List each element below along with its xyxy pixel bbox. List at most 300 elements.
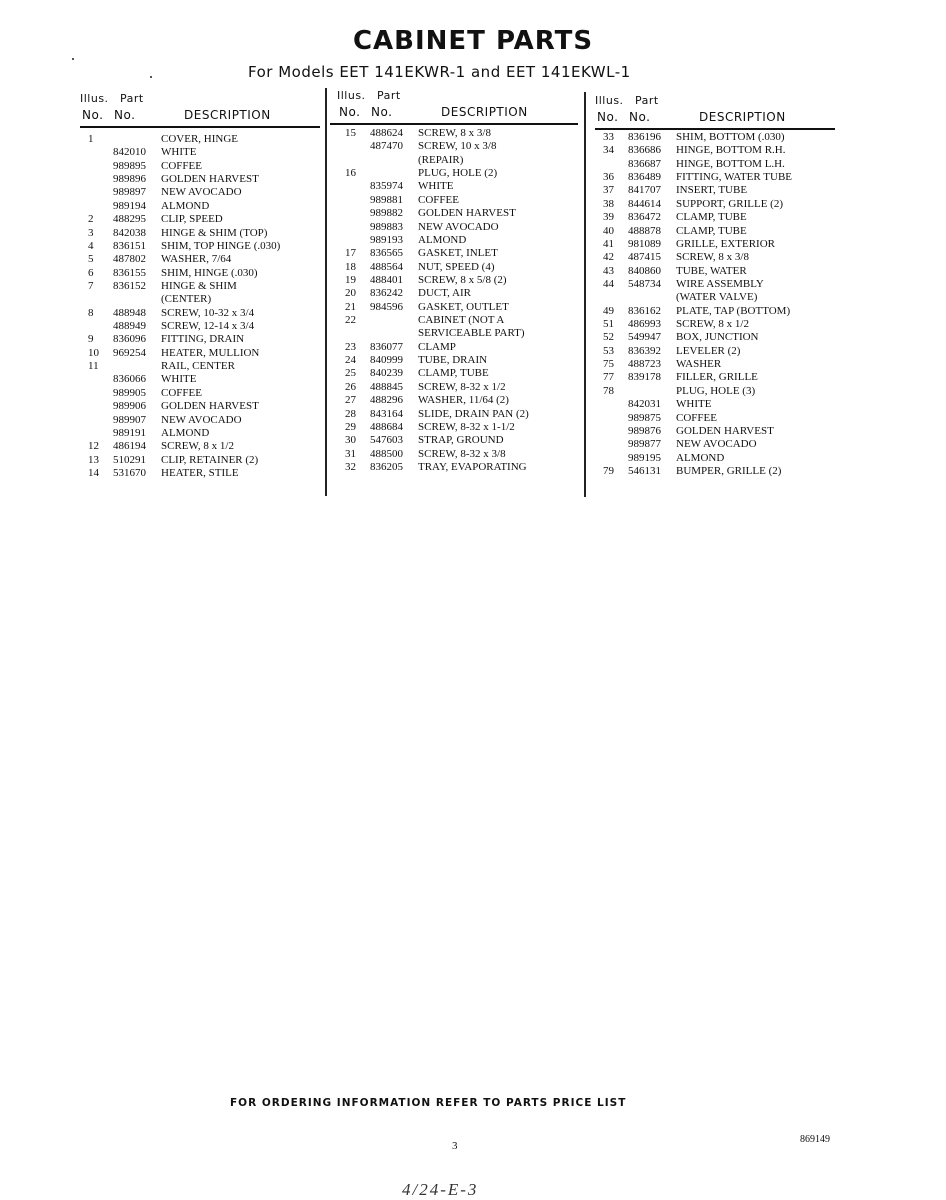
illus-number: 27	[345, 394, 356, 407]
header-part-no: No.	[114, 108, 136, 122]
part-description: HINGE & SHIM (TOP)	[161, 226, 268, 239]
part-description: ALMOND	[676, 451, 725, 464]
table-row	[88, 467, 328, 480]
table-row	[603, 238, 843, 251]
part-number: 989906	[113, 400, 146, 413]
part-description: SCREW, 10-32 x 3/4	[161, 306, 255, 319]
table-row	[88, 200, 328, 213]
illus-number: 29	[345, 420, 356, 433]
part-number: 989194	[113, 199, 146, 212]
illus-number: 24	[345, 354, 356, 367]
speck	[150, 76, 152, 78]
part-description: BOX, JUNCTION	[676, 331, 759, 344]
header-no: No.	[82, 108, 104, 122]
illus-number: 16	[345, 167, 356, 180]
part-description: CLIP, RETAINER (2)	[161, 453, 259, 466]
part-number: 835974	[370, 180, 403, 193]
illus-number: 79	[603, 464, 614, 477]
header-part-no: No.	[629, 110, 651, 124]
illus-number: 19	[345, 273, 356, 286]
header-description: DESCRIPTION	[184, 108, 271, 122]
table-row	[345, 274, 585, 287]
part-description: SCREW, 12-14 x 3/4	[161, 320, 255, 333]
part-number: 487415	[628, 251, 661, 264]
table-row	[345, 167, 585, 180]
illus-number: 26	[345, 380, 356, 393]
illus-number: 32	[345, 460, 356, 473]
part-number: 989877	[628, 438, 661, 451]
part-description: FITTING, DRAIN	[161, 333, 245, 346]
part-number: 488295	[113, 213, 146, 226]
part-description: HEATER, STILE	[161, 466, 239, 479]
table-row	[603, 412, 843, 425]
part-description: COFFEE	[418, 193, 459, 206]
table-row	[88, 347, 328, 360]
illus-number: 13	[88, 453, 99, 466]
table-row	[345, 354, 585, 367]
illus-number: 2	[88, 213, 94, 226]
illus-number: 3	[88, 226, 94, 239]
illus-number: 78	[603, 384, 614, 397]
speck	[72, 58, 74, 60]
table-row	[345, 341, 585, 354]
part-description: PLATE, TAP (BOTTOM)	[676, 304, 791, 317]
part-number: 842031	[628, 398, 661, 411]
part-number: 548734	[628, 277, 661, 290]
header-no: No.	[339, 105, 361, 119]
part-description: WASHER, 11/64 (2)	[418, 394, 509, 407]
part-description: DUCT, AIR	[418, 287, 471, 300]
table-row	[88, 280, 328, 293]
part-description: HEATER, MULLION	[161, 346, 260, 359]
part-description: COFFEE	[676, 411, 717, 424]
table-row	[345, 261, 585, 274]
table-row	[88, 454, 328, 467]
part-number: 841707	[628, 184, 661, 197]
table-row	[603, 211, 843, 224]
part-description: TRAY, EVAPORATING	[418, 460, 527, 473]
illus-number: 7	[88, 279, 94, 292]
part-description: WASHER	[676, 358, 722, 371]
table-row	[345, 327, 585, 340]
part-number: 488564	[370, 260, 403, 273]
illus-number: 6	[88, 266, 94, 279]
part-number: 836196	[628, 131, 661, 143]
table-row	[603, 358, 843, 371]
part-number: 842038	[113, 226, 146, 239]
page-number: 3	[452, 1140, 458, 1152]
table-row	[345, 154, 585, 167]
header-rule	[595, 128, 835, 130]
table-row	[603, 425, 843, 438]
part-description: HINGE, BOTTOM L.H.	[676, 157, 785, 170]
part-description: COFFEE	[161, 386, 202, 399]
part-description: COFFEE	[161, 159, 202, 172]
part-description: GOLDEN HARVEST	[161, 173, 259, 186]
header-part-no: No.	[371, 105, 393, 119]
part-description: WHITE	[676, 398, 712, 411]
part-number: 488500	[370, 447, 403, 460]
part-description: SLIDE, DRAIN PAN (2)	[418, 407, 529, 420]
header-illus: Illus.	[80, 92, 109, 105]
table-row	[603, 265, 843, 278]
illus-number: 53	[603, 344, 614, 357]
part-description: NUT, SPEED (4)	[418, 260, 495, 273]
part-description: WIRE ASSEMBLY	[676, 277, 764, 290]
table-row	[345, 194, 585, 207]
part-number: 836151	[113, 239, 146, 252]
part-number: 488878	[628, 224, 661, 237]
header-part: Part	[120, 92, 144, 105]
part-number: 839178	[628, 371, 661, 384]
table-row	[603, 158, 843, 171]
part-description: SHIM, BOTTOM (.030)	[676, 131, 785, 143]
table-row	[603, 251, 843, 264]
table-row	[88, 293, 328, 306]
table-row	[345, 394, 585, 407]
part-description: SCREW, 8 x 1/2	[161, 440, 234, 453]
table-row	[345, 221, 585, 234]
table-row	[88, 227, 328, 240]
part-number: 547603	[370, 434, 403, 447]
part-description: RAIL, CENTER	[161, 360, 235, 373]
part-description: HINGE, BOTTOM R.H.	[676, 144, 786, 157]
part-number: 989905	[113, 386, 146, 399]
table-row	[88, 440, 328, 453]
illus-number: 75	[603, 358, 614, 371]
part-description: NEW AVOCADO	[161, 413, 242, 426]
part-description: CLIP, SPEED	[161, 213, 223, 226]
part-number: 487470	[370, 140, 403, 153]
part-description: BUMPER, GRILLE (2)	[676, 464, 782, 477]
table-row	[345, 140, 585, 153]
table-row	[603, 225, 843, 238]
table-row	[345, 421, 585, 434]
part-number: 836066	[113, 373, 146, 386]
part-number: 844614	[628, 197, 661, 210]
header-part: Part	[377, 89, 401, 102]
table-row	[88, 400, 328, 413]
illus-number: 15	[345, 127, 356, 139]
part-description: INSERT, TUBE	[676, 184, 748, 197]
illus-number: 20	[345, 287, 356, 300]
part-description: WHITE	[161, 373, 197, 386]
part-number: 488684	[370, 420, 403, 433]
part-number: 836152	[113, 279, 146, 292]
illus-number: 31	[345, 447, 356, 460]
table-row	[603, 438, 843, 451]
illus-number: 38	[603, 197, 614, 210]
part-description: PLUG, HOLE (2)	[418, 167, 498, 180]
part-description: CLAMP	[418, 340, 456, 353]
table-row	[345, 207, 585, 220]
illus-number: 5	[88, 253, 94, 266]
table-row	[603, 465, 843, 478]
part-description: GOLDEN HARVEST	[161, 400, 259, 413]
part-description: GASKET, OUTLET	[418, 300, 509, 313]
part-number: 989191	[113, 426, 146, 439]
table-row	[603, 452, 843, 465]
part-description: ALMOND	[161, 199, 210, 212]
table-row	[88, 414, 328, 427]
part-number: 840860	[628, 264, 661, 277]
part-number: 836687	[628, 157, 661, 170]
part-number: 840999	[370, 354, 403, 367]
part-number: 989882	[370, 207, 403, 220]
table-row	[88, 173, 328, 186]
part-description: NEW AVOCADO	[161, 186, 242, 199]
illus-number: 36	[603, 171, 614, 184]
table-row	[345, 448, 585, 461]
part-number: 989883	[370, 220, 403, 233]
illus-number: 10	[88, 346, 99, 359]
part-number: 488949	[113, 320, 146, 333]
page-title: CABINET PARTS	[352, 26, 594, 56]
table-row	[345, 180, 585, 193]
part-description: SHIM, TOP HINGE (.030)	[161, 239, 281, 252]
part-description: SCREW, 10 x 3/8	[418, 140, 497, 153]
table-row	[88, 267, 328, 280]
table-row	[88, 213, 328, 226]
illus-number: 9	[88, 333, 94, 346]
part-number: 487802	[113, 253, 146, 266]
header-description: DESCRIPTION	[699, 110, 786, 124]
part-number: 836472	[628, 211, 661, 224]
part-description: ALMOND	[161, 426, 210, 439]
part-description: STRAP, GROUND	[418, 434, 504, 447]
part-description: SUPPORT, GRILLE (2)	[676, 197, 783, 210]
part-description: WHITE	[418, 180, 454, 193]
parts-table	[603, 131, 843, 478]
table-row	[603, 371, 843, 384]
models-subtitle: For Models EET 141EKWR-1 and EET 141EKWL-1	[248, 63, 631, 81]
handwritten-note: 4/24-E-3	[402, 1180, 479, 1199]
table-row	[88, 360, 328, 373]
header-no: No.	[597, 110, 619, 124]
illus-number: 4	[88, 239, 94, 252]
parts-table	[345, 127, 585, 474]
illus-number: 23	[345, 340, 356, 353]
part-number: 842010	[113, 146, 146, 159]
table-row	[603, 398, 843, 411]
table-row	[345, 461, 585, 474]
part-number: 836686	[628, 144, 661, 157]
table-row	[88, 253, 328, 266]
illus-number: 25	[345, 367, 356, 380]
part-description: TUBE, DRAIN	[418, 354, 488, 367]
part-number: 836162	[628, 304, 661, 317]
part-number: 984596	[370, 300, 403, 313]
part-description: (CENTER)	[161, 293, 212, 306]
part-description: SERVICEABLE PART)	[418, 327, 525, 340]
part-description: FITTING, WATER TUBE	[676, 171, 793, 184]
part-number: 989896	[113, 173, 146, 186]
table-row	[345, 247, 585, 260]
part-number: 546131	[628, 464, 661, 477]
table-row	[603, 331, 843, 344]
part-number: 488845	[370, 380, 403, 393]
part-description: WHITE	[161, 146, 197, 159]
part-number: 989195	[628, 451, 661, 464]
table-row	[345, 367, 585, 380]
part-description: NEW AVOCADO	[418, 220, 499, 233]
illus-number: 22	[345, 314, 356, 327]
illus-number: 18	[345, 260, 356, 273]
part-number: 488948	[113, 306, 146, 319]
part-number: 836489	[628, 171, 661, 184]
part-number: 989895	[113, 159, 146, 172]
part-number: 836392	[628, 344, 661, 357]
illus-number: 30	[345, 434, 356, 447]
part-description: ALMOND	[418, 233, 467, 246]
part-description: (WATER VALVE)	[676, 291, 758, 304]
part-description: FILLER, GRILLE	[676, 371, 758, 384]
table-row	[603, 171, 843, 184]
part-description: GASKET, INLET	[418, 247, 498, 260]
table-row	[88, 146, 328, 159]
part-description: SCREW, 8-32 x 3/8	[418, 447, 506, 460]
part-number: 989881	[370, 193, 403, 206]
table-row	[345, 127, 585, 140]
part-description: GOLDEN HARVEST	[418, 207, 516, 220]
part-number: 836077	[370, 340, 403, 353]
table-row	[345, 381, 585, 394]
part-number: 486194	[113, 440, 146, 453]
parts-table	[88, 133, 328, 480]
illus-number: 1	[88, 133, 94, 145]
part-description: SCREW, 8-32 x 1-1/2	[418, 420, 515, 433]
part-number: 510291	[113, 453, 146, 466]
table-row	[88, 427, 328, 440]
illus-number: 42	[603, 251, 614, 264]
table-row	[345, 301, 585, 314]
illus-number: 12	[88, 440, 99, 453]
part-number: 981089	[628, 237, 661, 250]
part-number: 840239	[370, 367, 403, 380]
part-description: HINGE & SHIM	[161, 279, 237, 292]
part-description: GOLDEN HARVEST	[676, 424, 774, 437]
part-number: 989875	[628, 411, 661, 424]
table-row	[603, 305, 843, 318]
table-row	[603, 318, 843, 331]
table-row	[603, 385, 843, 398]
illus-number: 44	[603, 277, 614, 290]
part-description: CLAMP, TUBE	[676, 224, 747, 237]
table-row	[88, 373, 328, 386]
table-row	[88, 240, 328, 253]
part-number: 836155	[113, 266, 146, 279]
table-row	[88, 186, 328, 199]
illus-number: 49	[603, 304, 614, 317]
part-number: 836242	[370, 287, 403, 300]
part-description: GRILLE, EXTERIOR	[676, 237, 775, 250]
illus-number: 21	[345, 300, 356, 313]
table-row	[603, 291, 843, 304]
table-row	[88, 320, 328, 333]
illus-number: 14	[88, 466, 99, 479]
table-row	[603, 198, 843, 211]
part-number: 843164	[370, 407, 403, 420]
header-part: Part	[635, 94, 659, 107]
part-description: SCREW, 8-32 x 1/2	[418, 380, 506, 393]
part-number: 836096	[113, 333, 146, 346]
part-description: SCREW, 8 x 3/8	[676, 251, 749, 264]
table-row	[88, 133, 328, 146]
part-description: NEW AVOCADO	[676, 438, 757, 451]
part-number: 531670	[113, 466, 146, 479]
header-rule	[330, 123, 578, 125]
part-number: 969254	[113, 346, 146, 359]
illus-number: 52	[603, 331, 614, 344]
part-description: WASHER, 7/64	[161, 253, 232, 266]
illus-number: 37	[603, 184, 614, 197]
part-number: 488296	[370, 394, 403, 407]
part-number: 836565	[370, 247, 403, 260]
part-description: SHIM, HINGE (.030)	[161, 266, 258, 279]
part-description: LEVELER (2)	[676, 344, 741, 357]
table-row	[88, 307, 328, 320]
table-row	[345, 434, 585, 447]
illus-number: 40	[603, 224, 614, 237]
part-description: SCREW, 8 x 5/8 (2)	[418, 273, 507, 286]
illus-number: 43	[603, 264, 614, 277]
ordering-note: FOR ORDERING INFORMATION REFER TO PARTS PRICE LIST	[230, 1097, 627, 1109]
part-number: 989193	[370, 233, 403, 246]
table-row	[88, 387, 328, 400]
table-row	[603, 345, 843, 358]
illus-number: 28	[345, 407, 356, 420]
illus-number: 51	[603, 318, 614, 331]
part-number: 488624	[370, 127, 403, 139]
header-illus: Illus.	[595, 94, 624, 107]
header-description: DESCRIPTION	[441, 105, 528, 119]
table-row	[88, 333, 328, 346]
part-number: 486993	[628, 318, 661, 331]
table-row	[345, 287, 585, 300]
illus-number: 39	[603, 211, 614, 224]
part-description: PLUG, HOLE (3)	[676, 384, 756, 397]
part-description: CLAMP, TUBE	[418, 367, 489, 380]
table-row	[603, 131, 843, 144]
illus-number: 17	[345, 247, 356, 260]
table-row	[603, 144, 843, 157]
part-number: 488401	[370, 273, 403, 286]
document-code: 869149	[800, 1134, 830, 1145]
part-number: 836205	[370, 460, 403, 473]
part-description: SCREW, 8 x 3/8	[418, 127, 491, 139]
table-row	[345, 314, 585, 327]
part-number: 989897	[113, 186, 146, 199]
part-description: (REPAIR)	[418, 153, 464, 166]
table-row	[603, 184, 843, 197]
part-description: CABINET (NOT A	[418, 314, 505, 327]
part-number: 989876	[628, 424, 661, 437]
illus-number: 11	[88, 360, 99, 373]
illus-number: 8	[88, 306, 94, 319]
table-row	[345, 234, 585, 247]
table-row	[88, 160, 328, 173]
part-number: 488723	[628, 358, 661, 371]
part-description: CLAMP, TUBE	[676, 211, 747, 224]
table-row	[345, 408, 585, 421]
part-number: 549947	[628, 331, 661, 344]
part-description: COVER, HINGE	[161, 133, 238, 145]
illus-number: 77	[603, 371, 614, 384]
illus-number: 34	[603, 144, 614, 157]
illus-number: 33	[603, 131, 614, 143]
table-row	[603, 278, 843, 291]
header-rule	[80, 126, 320, 128]
